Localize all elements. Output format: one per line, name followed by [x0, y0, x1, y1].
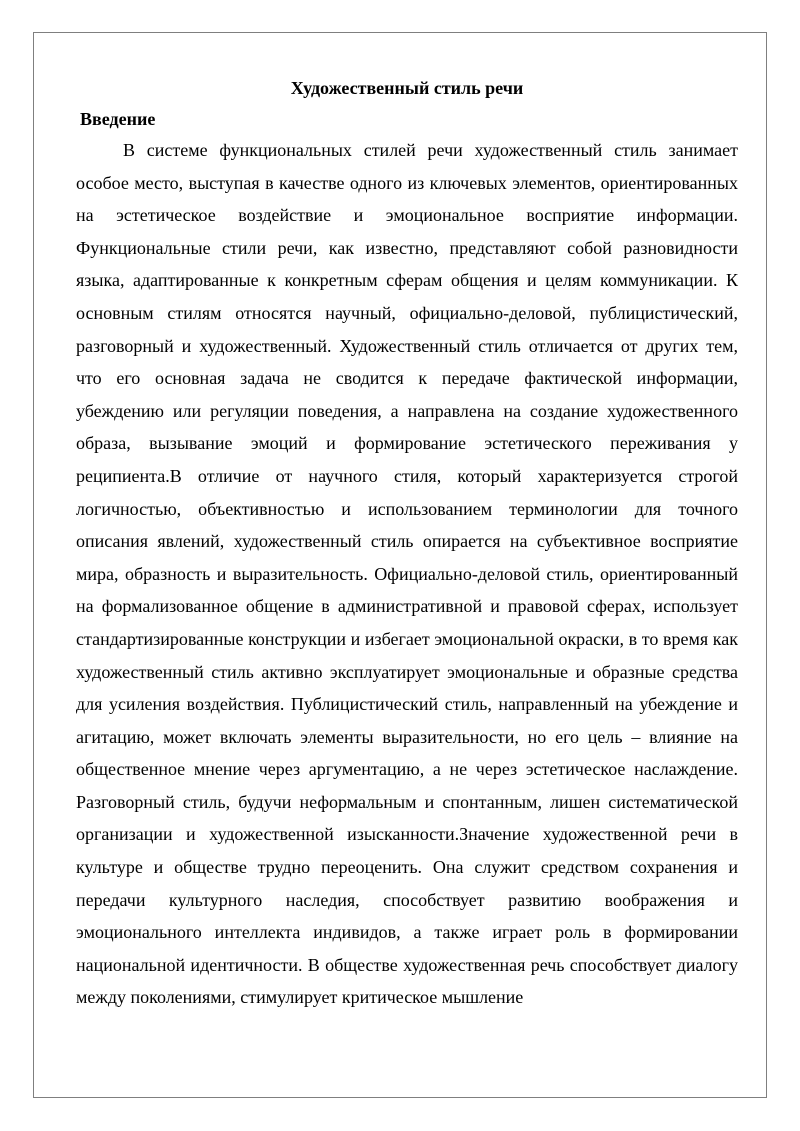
body-paragraph: В системе функциональных стилей речи художественный стиль занимает особое место, выступая в качестве одного из ключевых элементов, ориентированных на эстетическое воздействие и эмоциональное восприятие информации. Функциональные стили речи, как известно, представляют собой разновидности языка, адаптированные к конкретным сферам общения и целям коммуникации. К основным стилям относятся научный, официально-деловой, публицистический, разговорный и художественный. Художественный стиль отличается от других тем, что его основная задача не сводится к передаче фактической информации, убеждению или регуляции поведения, а направлена на создание художественного образа, вызывание эмоций и формирование эстетического переживания у реципиента.В отличие от научного стиля, который характеризуется строгой логичностью, объективностью и использованием терминологии для точного описания явлений, художественный стиль опирается на субъективное восприятие мира, образность и выразительность. Официально-деловой стиль, ориентированный на формализованное общение в административной и правовой сферах, использует стандартизированные конструкции и избегает эмоциональной окраски, в то время как художественный стиль активно эксплуатирует эмоциональные и образные средства для усиления воздействия. Публицистический стиль, направленный на убеждение и агитацию, может включать элементы выразительности, но его цель – влияние на общественное мнение через аргументацию, а не через эстетическое наслаждение. Разговорный стиль, будучи неформальным и спонтанным, лишен систематической организации и художественной изысканности.Значение художественной речи в культуре и обществе трудно переоценить. Она служит средством сохранения и передачи культурного наследия, способствует развитию воображения и эмоционального интеллекта индивидов, а также играет роль в формировании национальной идентичности. В обществе художественная речь способствует диалогу между поколениями, стимулирует критическое мышление: [76, 140, 738, 1008]
document-content: [76, 72, 738, 1014]
document-title: Художественный стиль речи: [290, 78, 524, 98]
section-heading: Введение: [80, 109, 156, 129]
